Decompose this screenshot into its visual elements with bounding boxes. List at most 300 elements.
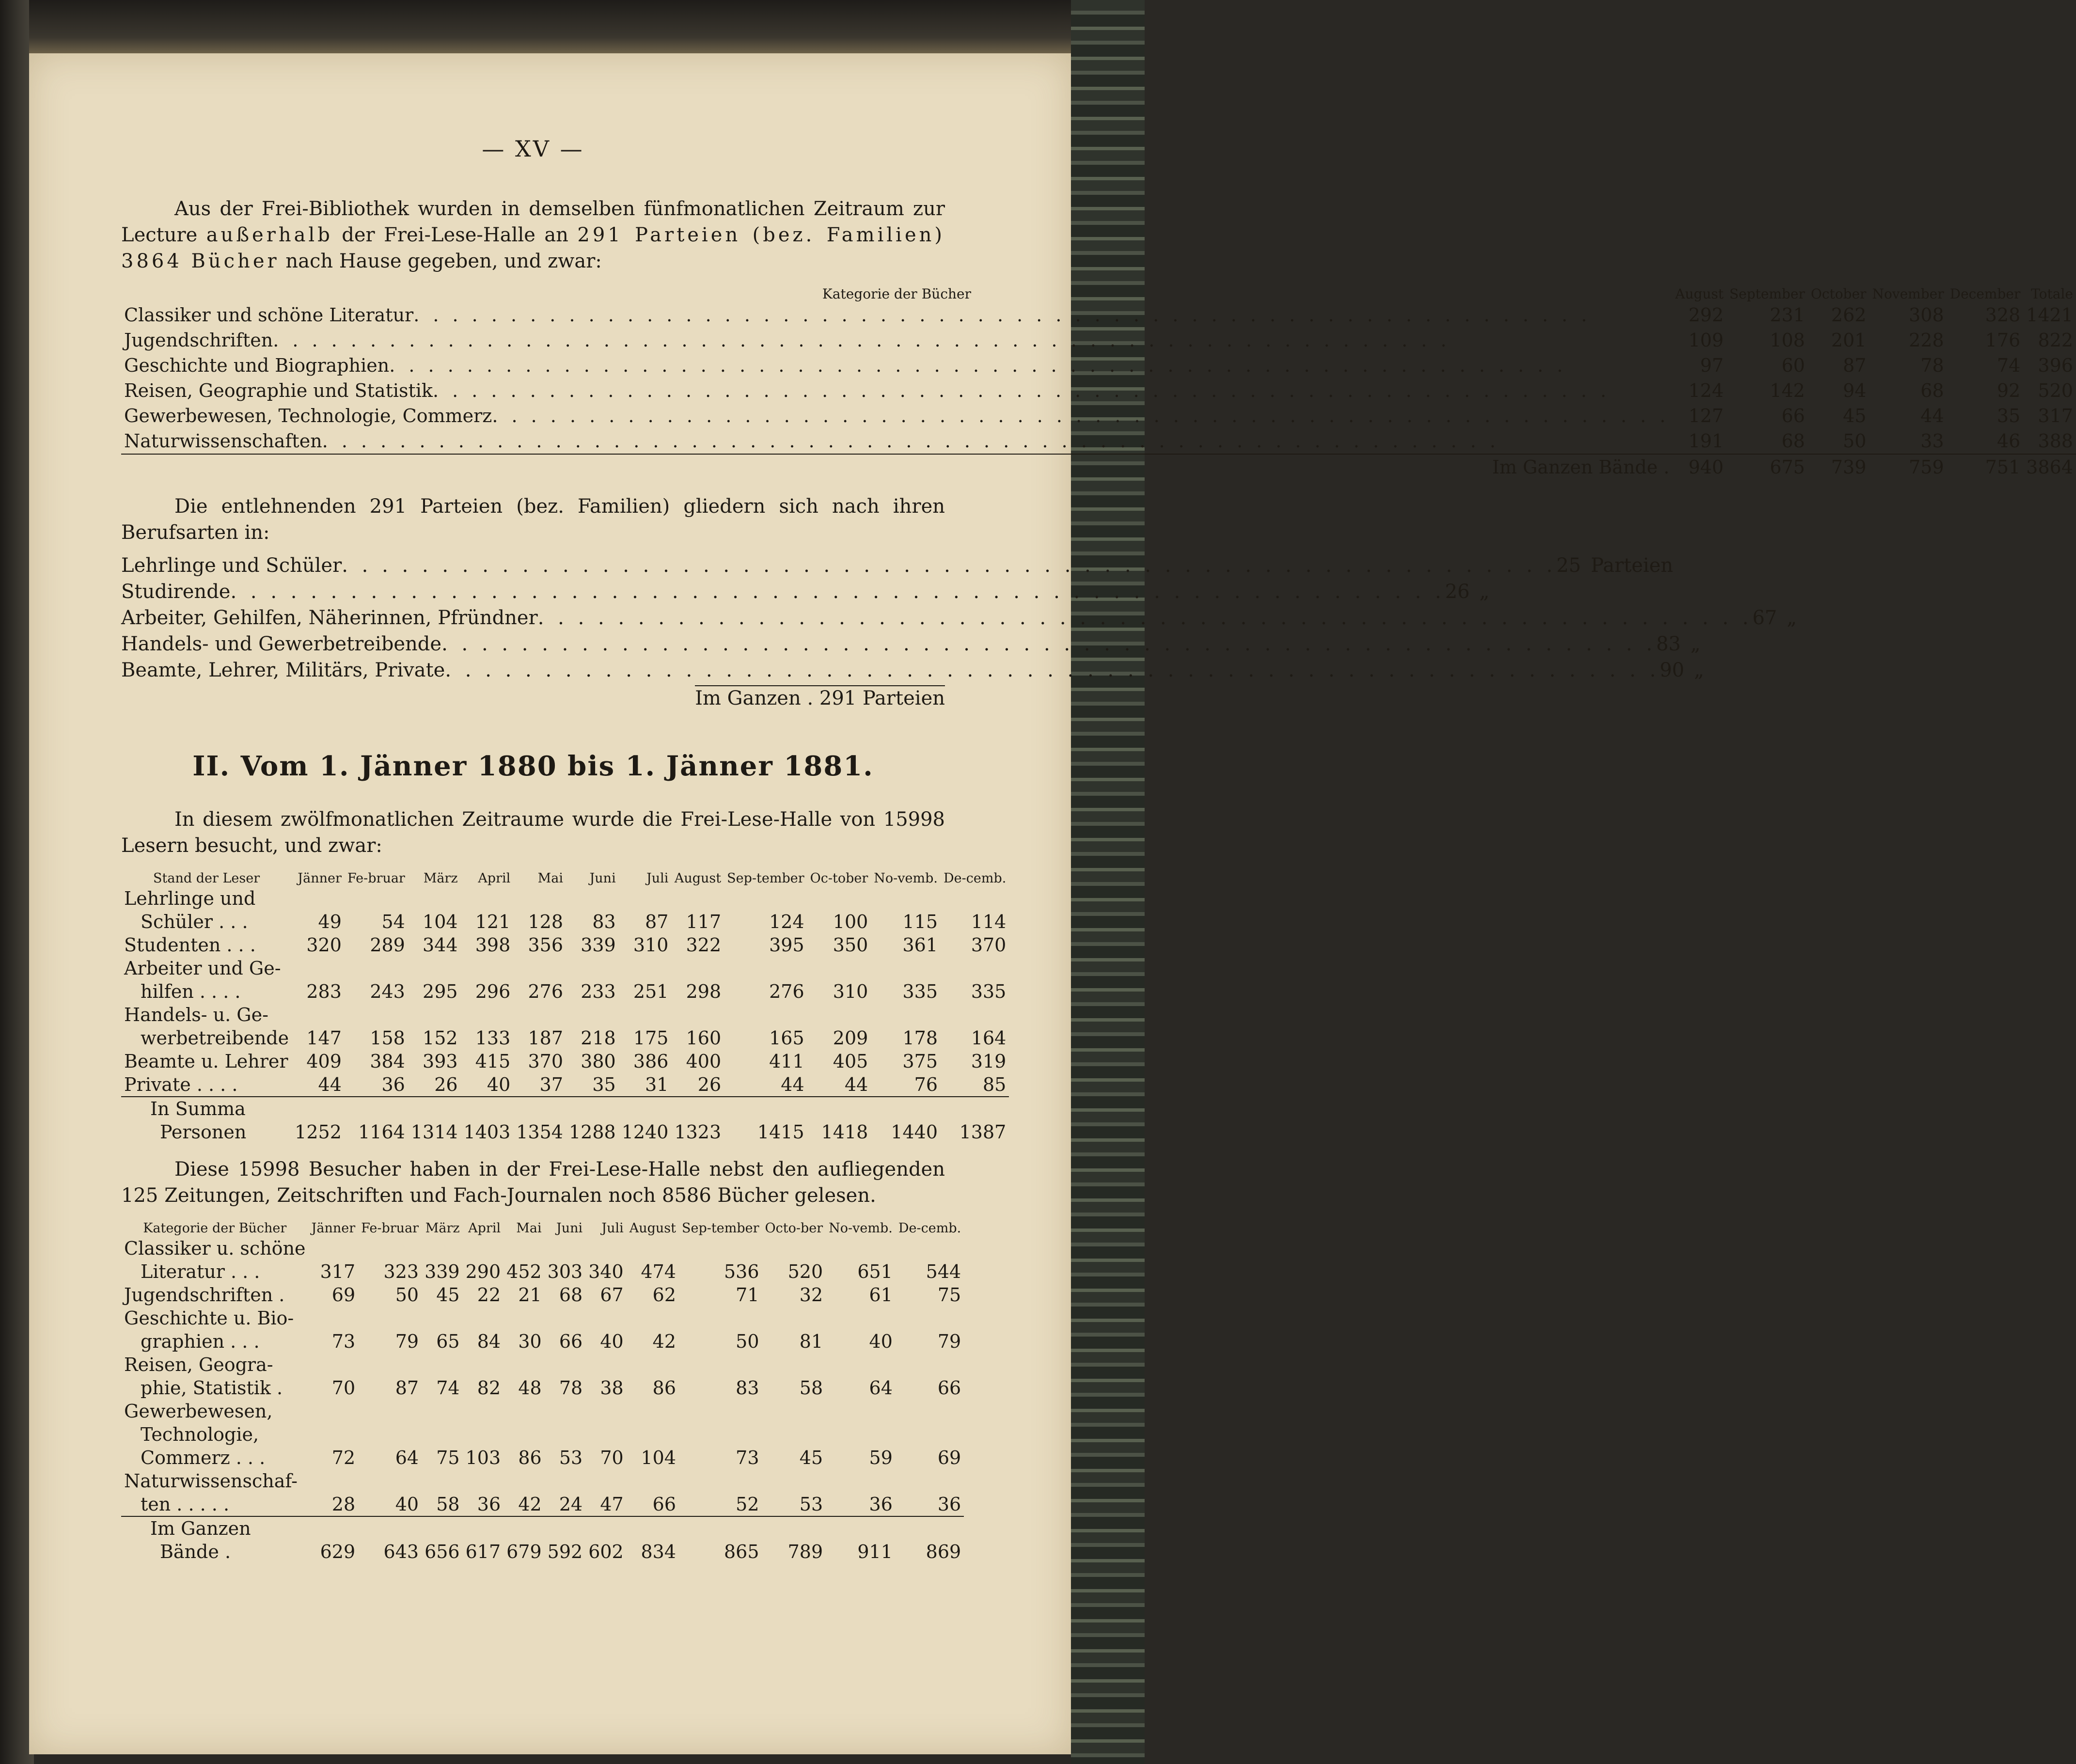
table-cell: 54 [381,911,405,932]
table-cell: 124 [1688,380,1724,401]
table-cell: 30 [518,1331,542,1352]
table-cell: 74 [436,1377,460,1399]
total-label: Bände . [160,1541,231,1562]
profession-count: 83 [1656,633,1681,655]
table-row [121,910,1009,933]
table2-header-1: Jänner [298,871,342,886]
table3-header-4: April [468,1221,501,1236]
list-item [121,579,1490,605]
row-label: werbetreibende [141,1027,289,1049]
total-cell: 656 [425,1541,460,1562]
table-cell: 152 [423,1027,458,1049]
table-cell: 47 [600,1494,624,1515]
table-cell: 97 [1700,355,1724,376]
table-cell: 87 [1842,355,1867,376]
readers-table-1880 [121,870,1009,1144]
lending-table-1879 [121,286,2076,480]
row-label [121,403,1672,428]
table-cell: 62 [652,1284,676,1306]
table-cell: 79 [395,1331,419,1352]
profession-count: 25 [1556,554,1581,577]
table3-header-row [121,1220,964,1237]
table-cell: 251 [633,981,669,1002]
table-cell: 68 [559,1284,583,1306]
table-row [121,1493,964,1516]
table2-header-5: Mai [537,871,563,886]
table-cell: 452 [506,1261,542,1282]
table1-header-0: Kategorie der Bücher [822,286,971,302]
table-cell: 65 [436,1331,460,1352]
table2-header-3: März [423,871,458,886]
table2-header-12: De-cemb. [944,871,1007,886]
table-cell: 71 [736,1284,759,1306]
table-cell: 822 [2038,330,2073,351]
list-item [121,631,1701,657]
table-cell: 33 [1920,430,1944,452]
table-cell: 276 [528,981,563,1002]
table-cell: 83 [592,911,616,932]
table-cell: 400 [686,1051,722,1072]
table-cell: 108 [1770,330,1805,351]
section-2-intro: In diesem zwölfmonatlichen Zeitraume wurde die Frei-Lese-Halle von 15998 Lesern besucht, und zwar: [121,808,945,857]
row-label [121,302,1672,328]
table-cell: 86 [518,1447,542,1468]
row-label: phie, Statistik . [141,1377,283,1399]
table-row [121,428,2076,454]
book-cover-edge [1071,0,1145,1764]
table-cell: 276 [769,981,804,1002]
total-cell: 869 [926,1541,961,1562]
professions-section [121,493,1797,711]
table-row [121,1330,964,1353]
table3-header-1: Jänner [311,1221,356,1236]
table-cell: 317 [2038,405,2073,426]
table-row [121,1469,964,1493]
row-label-text: Geschichte und Biographien [124,355,390,376]
table-row [121,1376,964,1400]
table-cell: 70 [331,1377,356,1399]
table-cell: 121 [475,911,511,932]
table-row [121,887,1009,910]
profession-label: Beamte, Lehrer, Militärs, Private [121,659,445,681]
table-cell: 31 [645,1074,669,1095]
total-cell: 1403 [463,1121,511,1143]
total-label: Personen [160,1121,247,1143]
table-cell: 290 [465,1261,501,1282]
table-cell: 58 [436,1494,460,1515]
table-cell: 335 [971,981,1007,1002]
table-row [121,1283,964,1307]
table-cell: 544 [926,1261,961,1282]
table2-header-4: April [478,871,511,886]
table-row [121,378,2076,403]
table-cell: 231 [1770,304,1805,326]
table1-header-3: October [1810,286,1867,302]
profession-unit: „ [1787,607,1797,629]
table-cell: 69 [331,1284,356,1306]
table-cell: 22 [477,1284,501,1306]
total-cell: 1240 [621,1121,669,1143]
table-cell: 40 [869,1331,893,1352]
table-cell: 36 [477,1494,501,1515]
table-cell: 147 [306,1027,342,1049]
table1-header-row [121,286,2076,302]
table-cell: 21 [518,1284,542,1306]
row-label: Classiker u. schöne [124,1238,306,1259]
table-cell: 158 [370,1027,405,1049]
professions-total-text: Im Ganzen . 291 Parteien [695,685,945,709]
table-cell: 42 [518,1494,542,1515]
table-cell: 50 [1842,430,1867,452]
row-label-text: Reisen, Geographie und Statistik [124,380,433,401]
row-label: Schüler . . . [141,911,248,932]
table-cell: 78 [559,1377,583,1399]
table2-header-7: Juli [646,871,669,886]
total-cell: 789 [787,1541,823,1562]
table3-header-7: Juli [601,1221,624,1236]
total-cell: 751 [1947,454,2024,480]
table-row [121,1026,1009,1050]
row-label: Studenten . . . [124,934,256,956]
table-cell: 384 [370,1051,405,1072]
table-cell: 133 [475,1027,511,1049]
row-label [121,353,1672,378]
table-cell: 283 [306,981,342,1002]
profession-label: Arbeiter, Gehilfen, Näherinnen, Pfründner [121,607,538,629]
table3-header-6: Juni [556,1221,583,1236]
table-cell: 92 [1997,380,2021,401]
table-cell: 48 [518,1377,542,1399]
table-cell: 296 [475,981,511,1002]
row-label: Arbeiter und Ge- [124,958,281,979]
table-cell: 228 [1908,330,1944,351]
table-cell: 69 [937,1447,961,1468]
table1-header-1: August [1675,286,1724,302]
table-cell: 308 [1908,304,1944,326]
table-cell: 388 [2038,430,2073,452]
table-cell: 66 [559,1331,583,1352]
table3-header-12: De-cemb. [898,1221,961,1236]
profession-count: 67 [1752,607,1777,629]
total-cell: 1415 [757,1121,804,1143]
section-2-heading: II. Vom 1. Jänner 1880 bis 1. Jänner 1881. [192,750,874,782]
row-label-text: Naturwissenschaften [124,430,322,452]
table-cell: 59 [869,1447,893,1468]
table-cell: 104 [423,911,458,932]
table-row [121,1307,964,1330]
table-cell: 84 [477,1331,501,1352]
table-cell: 114 [971,911,1007,932]
row-label: Private . . . . [124,1074,238,1095]
table-cell: 340 [588,1261,624,1282]
table-cell: 339 [581,934,616,956]
professions-total [121,685,945,711]
profession-unit: „ [1694,659,1704,681]
row-label: hilfen . . . . [141,981,241,1002]
row-label: graphien . . . [141,1331,260,1352]
row-label [121,428,1672,454]
table-cell: 66 [652,1494,676,1515]
table-cell: 45 [1842,405,1867,426]
table-row [121,1446,964,1469]
row-label: Geschichte u. Bio- [124,1307,294,1329]
total-cell: 1314 [410,1121,458,1143]
table-cell: 411 [769,1051,804,1072]
table2-total-row [121,1097,1009,1120]
table-cell: 243 [370,981,405,1002]
table-cell: 40 [487,1074,511,1095]
row-label-text: Jugendschriften [124,330,273,351]
table-cell: 520 [2038,380,2073,401]
table-cell: 164 [971,1027,1007,1049]
table-cell: 79 [937,1331,961,1352]
table-cell: 32 [799,1284,823,1306]
table-cell: 45 [436,1284,460,1306]
table-cell: 344 [423,934,458,956]
table-cell: 109 [1688,330,1724,351]
table-cell: 68 [1920,380,1944,401]
total-label: In Summa [121,1097,292,1120]
table-cell: 165 [769,1027,804,1049]
row-label [121,328,1672,353]
table-cell: 409 [306,1051,342,1072]
table-cell: 395 [769,934,804,956]
table-cell: 35 [592,1074,616,1095]
table-cell: 396 [2038,355,2073,376]
table3-header-10: Octo-ber [765,1221,823,1236]
table-row [121,328,2076,353]
table-cell: 70 [600,1447,624,1468]
table-cell: 201 [1831,330,1867,351]
table-cell: 52 [736,1494,759,1515]
table-cell: 398 [475,934,511,956]
table-cell: 81 [799,1331,823,1352]
table2-header-6: Juni [589,871,616,886]
table-cell: 370 [528,1051,563,1072]
table-cell: 176 [1985,330,2021,351]
table-cell: 36 [869,1494,893,1515]
table-cell: 40 [395,1494,419,1515]
intro1-part-b: außerhalb [206,224,333,246]
table-cell: 38 [600,1377,624,1399]
intro1-part-a: Aus der Frei-Bibliothek wurden in demselben fünfmonatlichen Zeitraum zur Lecture [121,198,945,246]
table-cell: 187 [528,1027,563,1049]
total-cell: 865 [723,1541,759,1562]
table-cell: 191 [1688,430,1724,452]
page-number: — XV — [482,136,584,162]
table1-header-4: November [1872,286,1944,302]
row-label: Lehrlinge und [124,888,256,909]
table-cell: 386 [633,1051,669,1072]
table-row [121,1073,1009,1097]
total-cell: 602 [588,1541,624,1562]
total-cell: 1252 [295,1121,342,1143]
total-cell: 1354 [516,1121,563,1143]
table-cell: 520 [787,1261,823,1282]
table1-header-2: September [1729,286,1805,302]
table-cell: 76 [914,1074,938,1095]
profession-label: Studirende [121,581,231,603]
intro-paragraph-3: Diese 15998 Besucher haben in der Frei-Lese-Halle nebst den aufliegenden 125 Zeitungen, Zeitschriften und Fach-Journalen noch 8586 Bücher gelesen. [121,1158,945,1207]
table-cell: 74 [1997,355,2021,376]
table-row [121,353,2076,378]
table2-total-row [121,1120,1009,1144]
table-cell: 67 [600,1284,624,1306]
table-row [121,933,1009,957]
table-row [121,1003,1009,1026]
table-cell: 415 [475,1051,511,1072]
table-cell: 328 [1985,304,2021,326]
table-cell: 44 [1920,405,1944,426]
table3-header-3: März [425,1221,460,1236]
table-row [121,1353,964,1376]
table-cell: 115 [902,911,938,932]
table-cell: 44 [318,1074,342,1095]
total-cell: 739 [1808,454,1870,480]
table-row [121,403,2076,428]
table-cell: 310 [633,934,669,956]
table-cell: 44 [844,1074,868,1095]
table-cell: 66 [1781,405,1805,426]
table-cell: 46 [1997,430,2021,452]
table-cell: 295 [423,981,458,1002]
table-cell: 53 [799,1494,823,1515]
row-label: Handels- u. Ge- [124,1004,268,1025]
total-cell: 834 [641,1541,676,1562]
table-cell: 50 [736,1331,759,1352]
table-cell: 536 [723,1261,759,1282]
total-cell: 629 [320,1541,356,1562]
table-cell: 339 [425,1261,460,1282]
list-item [121,657,1704,683]
table3-header-11: No-vemb. [829,1221,893,1236]
profession-label: Handels- und Gewerbetreibende [121,633,442,655]
table-cell: 233 [581,981,616,1002]
table-cell: 49 [318,911,342,932]
table-cell: 64 [869,1377,893,1399]
table-cell: 100 [833,911,868,932]
table-cell: 350 [833,934,868,956]
table-cell: 319 [971,1051,1007,1072]
table1-total-row [121,454,2076,480]
table3-header-5: Mai [516,1221,542,1236]
row-label-text: Classiker und schöne Literatur [124,304,414,326]
row-label: ten . . . . . [141,1494,230,1515]
table-row [121,1237,964,1260]
table-row [121,1050,1009,1073]
table-cell: 24 [559,1494,583,1515]
row-label [121,378,1672,403]
table-cell: 128 [528,911,563,932]
table-cell: 40 [600,1331,624,1352]
total-cell: 675 [1727,454,1808,480]
total-label: Im Ganzen [121,1516,309,1540]
table-cell: 75 [436,1447,460,1468]
table-cell: 50 [395,1284,419,1306]
table3-header-8: August [629,1221,676,1236]
table3-header-9: Sep-tember [682,1221,759,1236]
table-cell: 317 [320,1261,356,1282]
intro-paragraph-1 [121,196,945,274]
table-cell: 142 [1770,380,1805,401]
table-cell: 127 [1688,405,1724,426]
table-cell: 35 [1997,405,2021,426]
table2-header-9: Sep-tember [727,871,804,886]
total-cell: 679 [506,1541,542,1562]
table-cell: 53 [559,1447,583,1468]
total-cell: 617 [465,1541,501,1562]
profession-unit: „ [1479,581,1490,603]
row-label: Commerz . . . [141,1447,266,1468]
table-cell: 73 [736,1447,759,1468]
total-cell: 1418 [821,1121,868,1143]
table-cell: 85 [982,1074,1007,1095]
list-item [121,552,1673,579]
row-label: Beamte u. Lehrer [124,1051,288,1072]
table-cell: 61 [869,1284,893,1306]
table-cell: 356 [528,934,563,956]
table1-header-5: December [1950,286,2021,302]
table-cell: 78 [1920,355,1944,376]
profession-count: 26 [1445,581,1470,603]
table-cell: 175 [633,1027,669,1049]
table2-header-0: Stand der Leser [153,871,260,886]
table-cell: 42 [652,1331,676,1352]
table-cell: 323 [383,1261,419,1282]
table-cell: 474 [641,1261,676,1282]
professions-intro: Die entlehnenden 291 Parteien (bez. Familien) gliedern sich nach ihren Berufsarten in: [121,495,945,544]
total-label: Im Ganzen Bände . [121,454,1672,480]
total-cell: 940 [1672,454,1727,480]
total-cell: 1387 [959,1121,1007,1143]
table3-total-row [121,1516,964,1540]
row-label: Gewerbewesen, [124,1401,273,1422]
table2-header-2: Fe-bruar [347,871,405,886]
total-cell: 911 [857,1541,893,1562]
table-cell: 103 [465,1447,501,1468]
profession-count: 90 [1659,659,1684,681]
table3-header-2: Fe-bruar [361,1221,419,1236]
table-cell: 298 [686,981,722,1002]
table-cell: 37 [539,1074,563,1095]
table-cell: 26 [697,1074,722,1095]
table-cell: 75 [937,1284,961,1306]
table-cell: 87 [395,1377,419,1399]
total-cell: 643 [383,1541,419,1562]
table-cell: 1421 [2026,304,2073,326]
intro1-part-e: nach Hause gegeben, und zwar: [285,250,602,272]
profession-unit: Parteien [1590,554,1673,577]
table-cell: 72 [331,1447,356,1468]
table-cell: 87 [645,911,669,932]
table-cell: 104 [641,1447,676,1468]
table-cell: 303 [547,1261,583,1282]
table-cell: 335 [902,981,938,1002]
table-cell: 58 [799,1377,823,1399]
table-cell: 322 [686,934,722,956]
profession-unit: „ [1690,633,1701,655]
table-cell: 218 [581,1027,616,1049]
table-cell: 651 [857,1261,893,1282]
table-cell: 68 [1781,430,1805,452]
total-cell: 1164 [358,1121,405,1143]
table-row [121,957,1009,980]
table-cell: 405 [833,1051,868,1072]
table2-header-row [121,870,1009,887]
books-read-table-1880 [121,1220,964,1563]
table-cell: 380 [581,1051,616,1072]
table-cell: 262 [1831,304,1867,326]
